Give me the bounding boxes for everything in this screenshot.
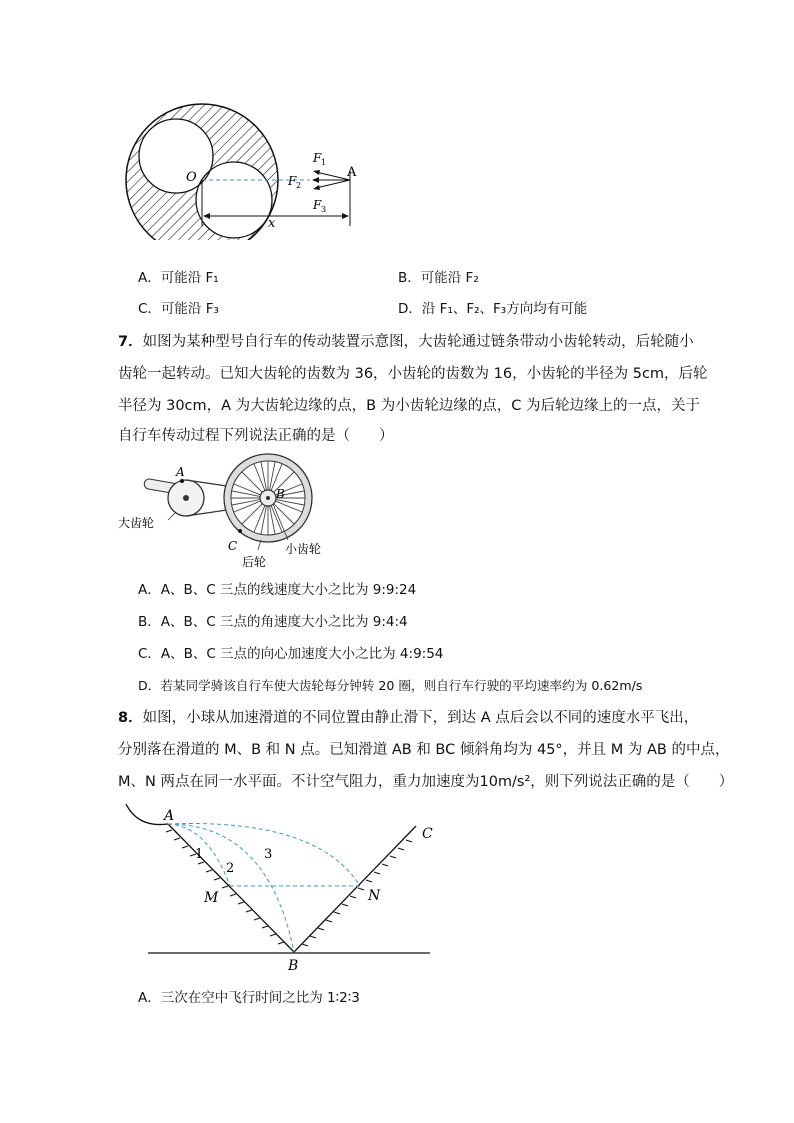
q8-line-3: M、N 两点在同一水平面。不计空气阻力，重力加速度为10m/s²，则下列说法正确的是（ ）: [118, 774, 734, 790]
q7-line-3: 半径为 30cm，A 为大齿轮边缘的点，B 为小齿轮边缘的点，C 为后轮边缘上的一点，关于: [118, 398, 700, 414]
q7-option-d[interactable]: D．若某同学骑该自行车使大齿轮每分钟转 20 圈，则自行车行驶的平均速率约为 0.62m/s: [138, 678, 643, 693]
q7-label-rear-wheel: 后轮: [242, 555, 267, 569]
q6-label-A: A: [347, 165, 357, 180]
q6-option-d[interactable]: D．沿 F₁、F₂、F₃方向均有可能: [398, 301, 588, 317]
q6-sub-F2: 2: [296, 181, 302, 190]
q8-label-B: B: [288, 958, 299, 974]
q8-figure: [118, 800, 448, 980]
q6-figure: [110, 100, 370, 240]
q8-line-2: 分别落在滑道的 M、B 和 N 点。已知滑道 AB 和 BC 倾斜角均为 45°，并且 M 为 AB 的中点，: [118, 742, 730, 758]
q8-incline-AB: [168, 824, 294, 952]
q8-slide-diagram: [118, 800, 448, 980]
q7-number: 7．: [118, 334, 143, 350]
q6-label-O: O: [186, 170, 197, 185]
q7-label-B: B: [276, 487, 285, 501]
q6-diagram: [110, 100, 370, 240]
q7-label-small-gear: 小齿轮: [285, 542, 322, 556]
q7-line-1: 7．如图为某种型号自行车的传动装置示意图，大齿轮通过链条带动小齿轮转动，后轮随小: [118, 334, 694, 350]
q6-option-b[interactable]: B．可能沿 F₂: [398, 270, 479, 286]
q8-label-3: 3: [264, 847, 273, 862]
q7-option-b[interactable]: B．A、B、C 三点的角速度大小之比为 9:4:4: [138, 614, 408, 630]
q7-line-2: 齿轮一起转动。已知大齿轮的齿数为 36，小齿轮的齿数为 16，小齿轮的半径为 5cm，后轮: [118, 366, 708, 382]
q8-line-1: 8．如图，小球从加速滑道的不同位置由静止滑下，到达 A 点后会以不同的速度水平飞出，: [118, 710, 699, 726]
q6-label-F2: F: [288, 174, 297, 188]
q7-label-C: C: [228, 539, 238, 553]
q6-option-a[interactable]: A．可能沿 F₁: [138, 270, 219, 286]
q6-label-F1: F: [313, 151, 322, 165]
q8-accel-track: [126, 804, 168, 825]
q7-line-4: 自行车传动过程下列说法正确的是（ ）: [118, 428, 394, 444]
q8-label-M: M: [204, 890, 219, 906]
q8-label-A: A: [164, 808, 175, 824]
q7-figure: [118, 452, 338, 572]
q8-label-1: 1: [195, 847, 204, 862]
q7-label-big-gear: 大齿轮: [118, 516, 155, 530]
q8-label-2: 2: [226, 861, 235, 876]
q7-option-a[interactable]: A．A、B、C 三点的线速度大小之比为 9:9:24: [138, 582, 417, 598]
q6-option-c[interactable]: C．可能沿 F₃: [138, 301, 219, 317]
q6-sub-F3: 3: [321, 205, 327, 214]
q7-option-c[interactable]: C．A、B、C 三点的向心加速度大小之比为 4:9:54: [138, 646, 444, 662]
q6-label-F3: F: [313, 198, 322, 212]
q6-label-x: x: [268, 216, 276, 231]
q8-number: 8．: [118, 710, 143, 726]
q8-label-N: N: [368, 888, 381, 904]
q7-bicycle-diagram: [118, 452, 338, 572]
q8-label-C: C: [422, 826, 433, 842]
q6-sub-F1: 1: [321, 158, 327, 167]
q8-option-a[interactable]: A．三次在空中飞行时间之比为 1∶2∶3: [138, 990, 360, 1006]
q7-label-A: A: [176, 465, 185, 479]
